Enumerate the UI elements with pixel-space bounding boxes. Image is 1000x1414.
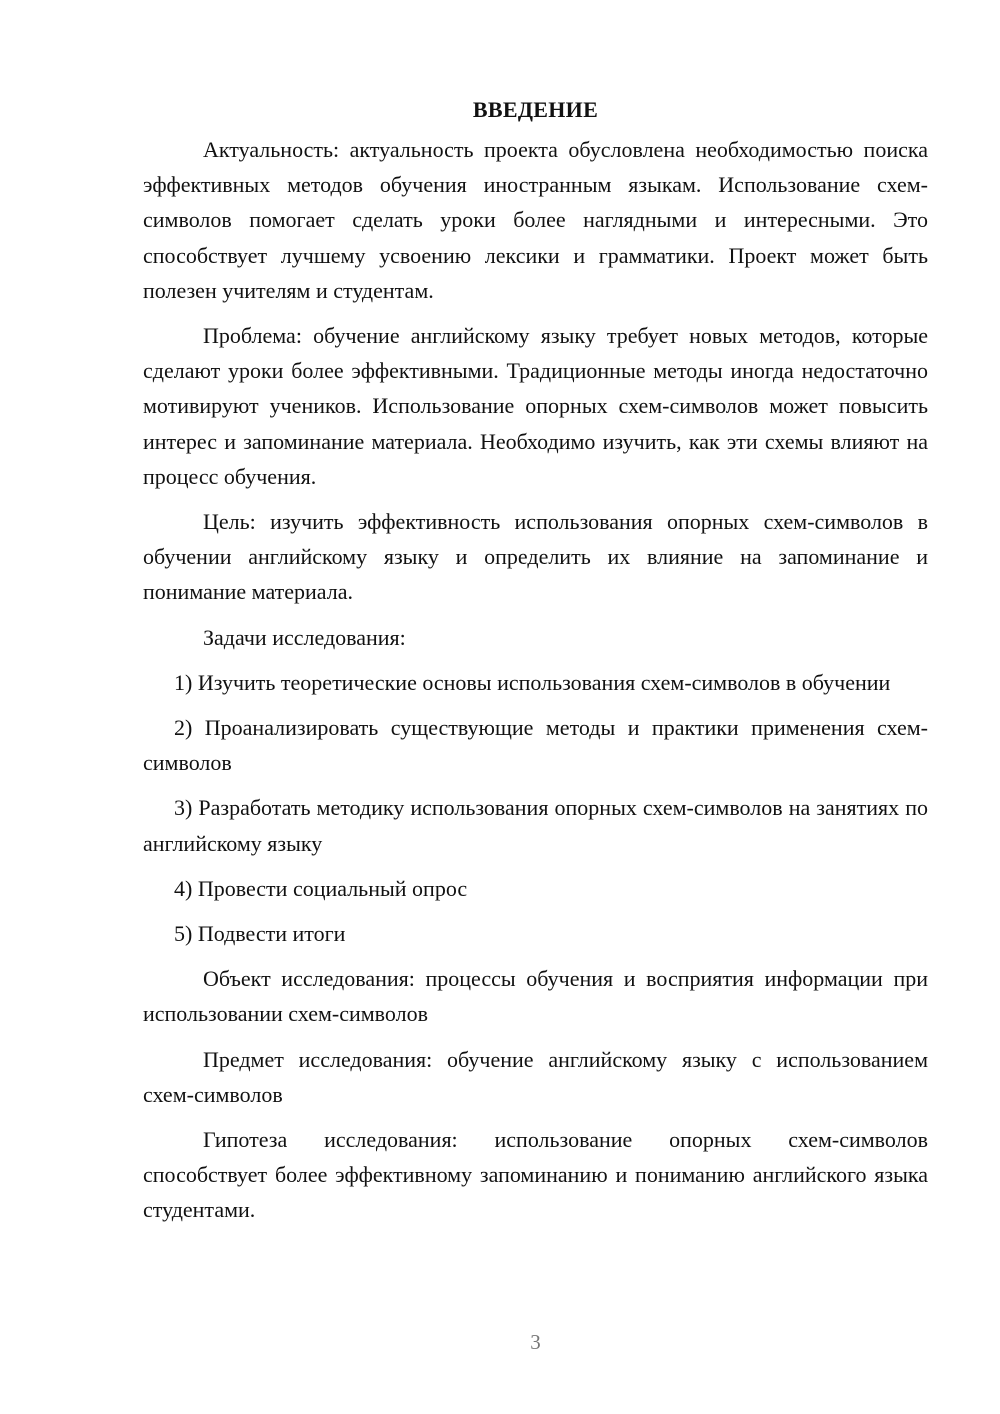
task-item-3: 3) Разработать методику использования опорных схем-символов на занятиях по английскому языку [143,795,928,856]
task-item-2: 2) Проанализировать существующие методы и практики применения схем-символов [143,715,928,776]
paragraph-object: Объект исследования: процессы обучения и восприятия информации при использовании схем-символов [143,966,928,1027]
paragraph-relevance: Актуальность: актуальность проекта обусловлена необходимостью поиска эффективных методов обучения иностранным языкам. Использование схем-символов помогает сделать уроки более наглядными и интересными. Это способствует лучшему усвоению лексики и грамматики. Проект может быть полезен учителям и студентам. [143,137,928,303]
paragraph-hypothesis: Гипотеза исследования: использование опорных схем-символов способствует более эффективному запоминанию и пониманию английского языка студентами. [143,1127,928,1223]
page-number: 3 [530,1330,541,1354]
tasks-heading: Задачи исследования: [203,624,406,650]
document-page [143,92,928,1228]
task-item-5: 5) Подвести итоги [174,921,346,947]
task-item-1: 1) Изучить теоретические основы использования схем-символов в обучении [174,669,891,695]
task-item-4: 4) Провести социальный опрос [174,875,468,901]
paragraph-subject: Предмет исследования: обучение английскому языку с использованием схем-символов [143,1046,928,1107]
section-title: ВВЕДЕНИЕ [472,97,599,122]
paragraph-goal: Цель: изучить эффективность использования опорных схем-символов в обучении английскому языку и определить их влияние на запоминание и понимание материала. [143,509,928,605]
paragraph-problem: Проблема: обучение английскому языку требует новых методов, которые сделают уроки более эффективными. Традиционные методы иногда недостаточно мотивируют учеников. Использование опорных схем-символов может повысить интерес и запоминание материала. Необходимо изучить, как эти схемы влияют на процесс обучения. [143,323,928,489]
